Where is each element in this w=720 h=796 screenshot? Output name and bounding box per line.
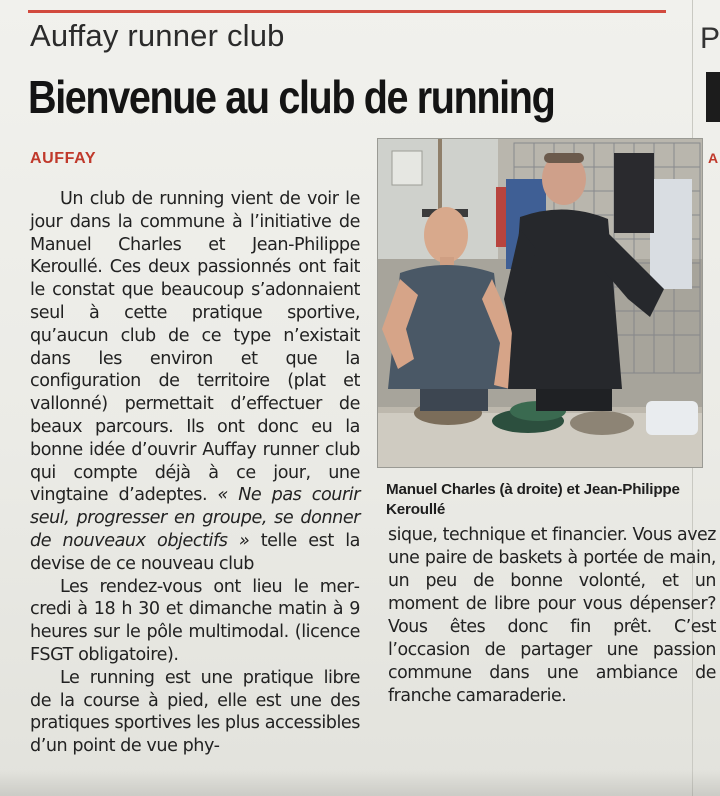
- article-quote: « Ne pas courir seul, progresser en groupe, se donner de nouveaux objectifs »: [30, 485, 360, 551]
- article-paragraph: Le running est une pratique libre de la course à pied, elle est une des pratiques sportives les plus accessibles d’un point de vue phy-: [30, 667, 360, 757]
- article-body-left-column: [30, 188, 360, 758]
- article-paragraph: [30, 188, 360, 576]
- article-dateline: AUFFAY: [30, 150, 97, 167]
- paragraph-text: Un club de running vient de voir le jour dans la commune à l’initiative de Manuel Charles et Jean-Philippe Keroullé. Ces deux passionnés ont fait le constat que beaucoup s’adonnaient seul à cette pratique sportive, qu’aucun club de ce type n’existait dans les environ et que la configuration de territoire (plat et vallonné) permettait d’effectuer de beaux parcours. Ils ont donc eu la bonne idée d’ouvrir Auffay runner club qui compte déjà à ce jour, une vingtaine d’adeptes.: [30, 189, 360, 506]
- paragraph-text: telle est la devise de ce nouveau club: [30, 530, 361, 574]
- article-kicker: Auffay runner club: [30, 18, 285, 53]
- adjacent-article-kicker-fragment: P: [700, 22, 720, 55]
- article-headline: Bienvenue au club de running: [28, 71, 555, 123]
- article-photo: [377, 138, 703, 468]
- photo-caption: Manuel Charles (à droite) et Jean-Philippe Keroullé: [386, 481, 680, 518]
- article-body-right-column: [388, 524, 716, 708]
- page-edge-shadow: [0, 770, 720, 796]
- article-paragraph: Les rendez-vous ont lieu le mercredi à 18 h 30 et dimanche matin à 9 heures sur le pôle multimodal. (licence FSGT obligatoire).: [30, 576, 360, 665]
- adjacent-article-dateline-fragment: A: [708, 150, 719, 166]
- top-red-rule: [28, 10, 666, 13]
- photo-illustration: [378, 139, 702, 467]
- article-paragraph: sique, technique et financier. Vous avez une paire de baskets à portée de main, un peu de bonne volonté, et un moment de libre pour vous dépenser? Vous êtes donc fin prêt. C’est l’occasion de partager une passion commune dans une ambiance de franche camaraderie.: [388, 525, 716, 706]
- adjacent-article-headline-fragment: [706, 72, 720, 122]
